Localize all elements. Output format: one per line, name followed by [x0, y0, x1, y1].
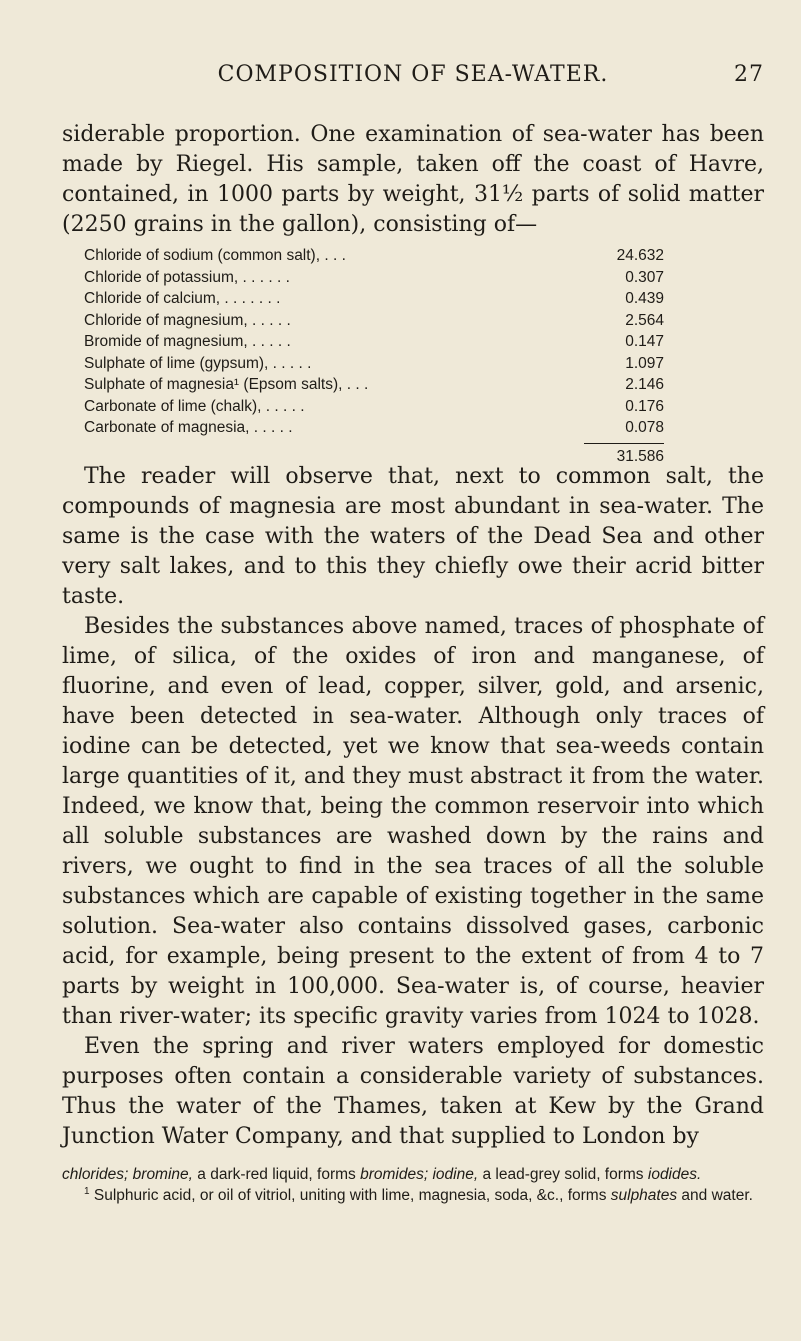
row-value: 0.147	[625, 333, 664, 350]
row-value: 0.176	[625, 397, 664, 415]
leader-dots: . . .	[320, 247, 346, 264]
leader-dots: . . . . . .	[238, 268, 290, 286]
paragraph: Besides the substances above named, traces of phosphate of lime, of silica, of the oxides of iron and manganese, of fluorine, and even of lead, copper, silver, gold, and arsenic, have been detected in sea-water. Although only traces of iodine can be detected, yet we know that sea-weeds contain large quantities of it, and they must abstract it from the water. Indeed, we know that, being the common reservoir into which all soluble substances are washed down by the rains and rivers, we ought to find in the sea traces of all the soluble substances which are capable of existing together in the same solution. Sea-water also contains dissolved gases, carbonic acid, for example, being present to the extent of from 4 to 7 parts by weight in 100,000. Sea-water is, of course, heavier than river-water; its specific gravity varies from 1024 to 1028.	[62, 614, 764, 1029]
footnote-continued: chlorides; bromine, a dark-red liquid, forms bromides; iodine, a lead-grey solid, forms iodides.	[62, 1166, 702, 1183]
row-value: 1.097	[625, 354, 664, 372]
table-row	[84, 374, 664, 396]
row-value: 2.564	[625, 311, 664, 329]
footnote-marker: 1	[84, 1185, 90, 1197]
paragraph: Even the spring and river waters employed for domestic purposes often contain a considerable variety of substances. Thus the water of the Thames, taken at Kew by the Grand Junction Water Company, and that supplied to London by	[62, 1034, 764, 1149]
leader-dots: . . . . .	[261, 397, 305, 415]
row-label: Chloride of calcium,	[84, 290, 221, 307]
table-row	[84, 267, 664, 289]
table-row	[84, 310, 664, 332]
main-text	[62, 462, 764, 1152]
leader-dots: . . .	[342, 376, 369, 393]
running-header	[62, 62, 764, 102]
table-row	[84, 417, 664, 439]
row-value: 24.632	[616, 247, 664, 264]
footnote-1: $^1$ Sulphuric acid, or oil of vitriol, uniting with lime, magnesia, soda, &c., forms sulphates and water.	[84, 1185, 753, 1204]
row-label: Chloride of sodium (common salt),	[84, 247, 321, 264]
total-value: 31.586	[616, 447, 664, 465]
row-label: Chloride of magnesium,	[84, 311, 248, 329]
table-row	[84, 353, 664, 375]
page-number: 27	[734, 62, 764, 87]
composition-table	[84, 245, 664, 468]
leader-dots: . . . . .	[247, 333, 291, 350]
paragraph: The reader will observe that, next to common salt, the compounds of magnesia are most abundant in sea-water. The same is the case with the waters of the Dead Sea and other very salt lakes, and to this they chiefly owe their acrid bitter taste.	[62, 464, 764, 609]
leader-dots: . . . . .	[268, 354, 312, 372]
row-label: Bromide of magnesium,	[84, 333, 248, 350]
row-label: Carbonate of magnesia,	[84, 419, 250, 436]
row-value: 0.307	[625, 268, 664, 286]
leader-dots: . . . . . . .	[220, 290, 281, 307]
running-title: COMPOSITION OF SEA-WATER.	[217, 62, 609, 87]
footnotes	[62, 1165, 764, 1206]
row-value: 2.146	[625, 376, 664, 393]
row-label: Sulphate of lime (gypsum),	[84, 354, 269, 372]
row-value: 0.078	[625, 419, 664, 436]
row-label: Chloride of potassium,	[84, 268, 239, 286]
sum-rule	[584, 443, 664, 444]
leader-dots: . . . . .	[249, 419, 293, 436]
row-label: Carbonate of lime (chalk),	[84, 397, 262, 415]
intro-paragraph: siderable proportion. One examination of sea-water has been made by Riegel. His sample, taken off the coast of Havre, contained, in 1000 parts by weight, 31½ parts of solid matter (2250 grains in the gallon), consisting of—	[62, 122, 764, 237]
row-label: Sulphate of magnesia¹ (Epsom salts),	[84, 376, 343, 393]
row-value: 0.439	[625, 290, 664, 307]
table-row	[84, 288, 664, 310]
table-row	[84, 245, 664, 267]
table-row	[84, 331, 664, 353]
leader-dots: . . . . .	[247, 311, 291, 329]
table-row	[84, 396, 664, 418]
